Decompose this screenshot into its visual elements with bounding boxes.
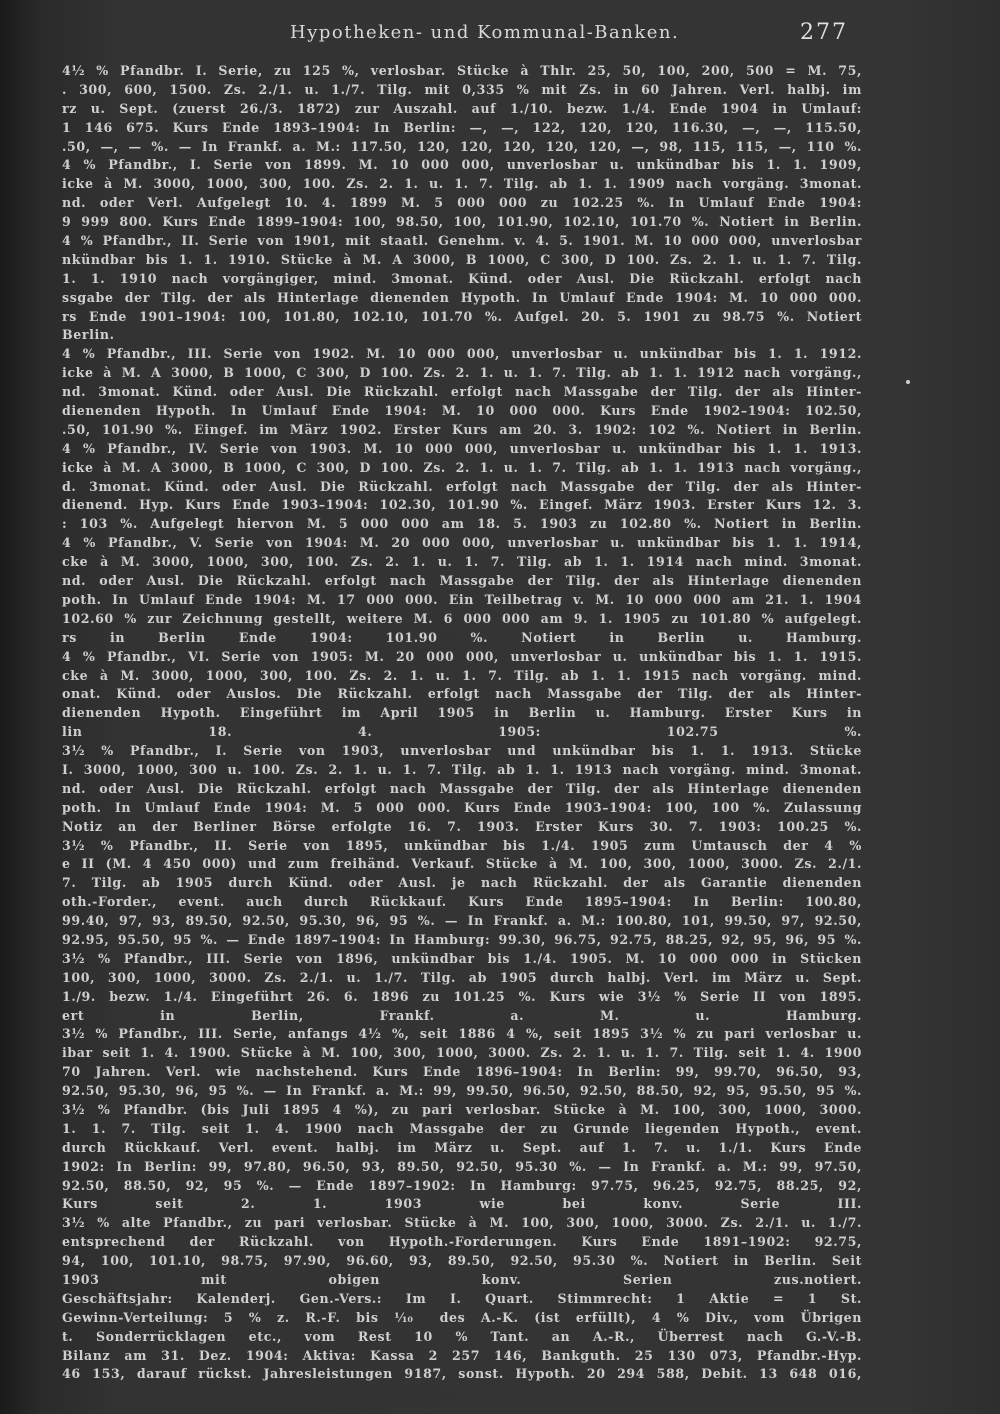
text-line: nd. 3monat. Künd. oder Ausl. Die Rückzahl. erfolgt nach Massgabe der Tilg. der als Hinter- <box>62 384 862 400</box>
text-line: 9 999 800. Kurs Ende 1899–1904: 100, 98.50, 100, 101.90, 102.10, 101.70 %. Notiert in Berlin. <box>62 214 862 230</box>
text-line: 92.50, 88.50, 92, 95 %. — Ende 1897–1902: In Hamburg: 97.75, 96.25, 92.75, 88.25, 92, <box>62 1177 862 1193</box>
text-line: 1 146 675. Kurs Ende 1893–1904: In Berlin: —, —, 122, 120, 120, 116.30, —, —, 115.50, <box>62 119 862 135</box>
text-line: 1902: In Berlin: 99, 97.80, 96.50, 93, 89.50, 92.50, 95.30 %. — In Frankf. a. M.: 99, 97.50, <box>62 1158 862 1174</box>
text-line: 3½ % Pfandbr. (bis Juli 1895 4 %), zu pari verlosbar. Stücke à M. 100, 300, 1000, 3000. <box>62 1101 862 1117</box>
text-line: nd. oder Ausl. Die Rückzahl. erfolgt nach Massgabe der Tilg. der als Hinterlage dienenden <box>62 780 862 796</box>
text-line: dienenden Hypoth. In Umlauf Ende 1904: M. 10 000 000. Kurs Ende 1902–1904: 102.50, <box>62 403 862 419</box>
text-line: 4½ % Pfandbr. I. Serie, zu 125 %, verlosbar. Stücke à Thlr. 25, 50, 100, 200, 500 = M. 75, <box>62 63 862 78</box>
text-line: rz u. Sept. (zuerst 26./3. 1872) zur Auszahl. auf 1./10. bezw. 1./4. Ende 1904 in Umlauf: <box>62 100 862 116</box>
text-line: cke à M. 3000, 1000, 300, 100. Zs. 2. 1. u. 1. 7. Tilg. ab 1. 1. 1915 nach vorgäng. mind. <box>62 667 862 683</box>
text-line: 99.40, 97, 93, 89.50, 92.50, 95.30, 96, 95 %. — In Frankf. a. M.: 100.80, 101, 99.50, 97, 92.50, <box>62 913 862 929</box>
text-line: rs in Berlin Ende 1904: 101.90 %. Notiert in Berlin u. Hamburg. <box>62 629 862 645</box>
text-line: .50, 101.90 %. Eingef. im März 1902. Erster Kurs am 20. 3. 1902: 102 %. Notiert in Berlin. <box>62 421 862 437</box>
text-line: ibar seit 1. 4. 1900. Stücke à M. 100, 300, 1000, 3000. Zs. 2. 1. u. 1. 7. Tilg. seit 1. 4. 1900 <box>62 1045 862 1061</box>
text-line: I. 3000, 1000, 300 u. 100. Zs. 2. 1. u. 1. 7. Tilg. ab 1. 1. 1913 nach vorgäng. mind. 3monat. <box>62 761 862 777</box>
running-title: Hypotheken- und Kommunal-Banken. <box>290 22 680 43</box>
text-line: lin 18. 4. 1905: 102.75 %. <box>62 724 862 740</box>
text-line: poth. In Umlauf Ende 1904: M. 17 000 000. Ein Teilbetrag v. M. 10 000 000 am 21. 1. 1904 <box>62 591 862 607</box>
text-line: cke à M. 3000, 1000, 300, 100. Zs. 2. 1. u. 1. 7. Tilg. ab 1. 1. 1914 nach mind. 3monat. <box>62 554 862 570</box>
text-line: 4 % Pfandbr., VI. Serie von 1905: M. 20 000 000, unverlosbar u. unkündbar bis 1. 1. 1915. <box>62 648 862 664</box>
text-line: Kurs seit 2. 1. 1903 wie bei konv. Serie III. <box>62 1196 862 1212</box>
text-line: . 300, 600, 1500. Zs. 2./1. u. 1./7. Tilg. mit 0,335 % mit Zs. in 60 Jahren. Verl. halbj. im <box>62 81 862 97</box>
text-line: Geschäftsjahr: Kalenderj. Gen.-Vers.: Im I. Quart. Stimmrecht: 1 Aktie = 1 St. <box>62 1290 862 1306</box>
text-line: 3½ % Pfandbr., III. Serie, anfangs 4½ %, seit 1886 4 %, seit 1895 3½ % zu pari verlosbar u. <box>62 1026 862 1042</box>
text-line: 1. 1. 7. Tilg. seit 1. 4. 1900 nach Massgabe der zu Grunde liegenden Hypoth., event. <box>62 1120 862 1136</box>
text-line: nkündbar bis 1. 1. 1910. Stücke à M. A 3000, B 1000, C 300, D 100. Zs. 2. 1. u. 1. 7. Tilg. <box>62 251 862 267</box>
text-line: 4 % Pfandbr., IV. Serie von 1903. M. 10 000 000, unverlosbar u. unkündbar bis 1. 1. 1913. <box>62 440 862 456</box>
text-line: oth.-Forder., event. auch durch Rückkauf. Kurs Ende 1895–1904: In Berlin: 100.80, <box>62 894 862 910</box>
page-number: 277 <box>800 20 848 45</box>
text-line: 1903 mit obigen konv. Serien zus.notiert. <box>62 1272 862 1287</box>
text-line: 4 % Pfandbr., III. Serie von 1902. M. 10 000 000, unverlosbar u. unkündbar bis 1. 1. 1912. <box>62 346 862 362</box>
text-line: 102.60 % zur Zeichnung gestellt, weitere M. 6 000 000 am 9. 1. 1905 zu 101.80 % aufgelegt. <box>62 610 862 626</box>
text-line: entsprechend der Rückzahl. von Hypoth.-Forderungen. Kurs Ende 1891–1902: 92.75, <box>62 1234 862 1250</box>
text-line: Berlin. <box>62 327 115 343</box>
text-line: 3½ % Pfandbr., III. Serie von 1896, unkündbar bis 1./4. 1905. M. 10 000 000 in Stücken <box>62 950 862 966</box>
text-line: 100, 300, 1000, 3000. Zs. 2./1. u. 1./7. Tilg. ab 1905 durch halbj. Verl. im März u. Sept. <box>62 969 862 985</box>
text-line: 3½ % Pfandbr., II. Serie von 1895, unkündbar bis 1./4. 1905 zum Umtausch der 4 % <box>62 837 862 853</box>
text-line: 70 Jahren. Verl. wie nachstehend. Kurs Ende 1896–1904: In Berlin: 99, 99.70, 96.50, 93, <box>62 1064 862 1080</box>
text-line: 46 153, darauf rückst. Jahresleistungen 9187, sonst. Hypoth. 20 294 588, Debit. 13 648 016, <box>62 1366 862 1382</box>
text-line: poth. In Umlauf Ende 1904: M. 5 000 000. Kurs Ende 1903–1904: 100, 100 %. Zulassung <box>62 799 862 815</box>
text-line: 1. 1. 1910 nach vorgängiger, mind. 3monat. Künd. oder Ausl. Die Rückzahl. erfolgt nach <box>62 270 862 286</box>
text-line: icke à M. A 3000, B 1000, C 300, D 100. Zs. 2. 1. u. 1. 7. Tilg. ab 1. 1. 1913 nach vorgäng., <box>62 459 862 475</box>
text-line: nd. oder Verl. Aufgelegt 10. 4. 1899 M. 5 000 000 zu 102.25 %. In Umlauf Ende 1904: <box>62 195 862 211</box>
text-line: 4 % Pfandbr., I. Serie von 1899. M. 10 000 000, unverlosbar u. unkündbar bis 1. 1. 1909, <box>62 157 862 173</box>
text-line: dienend. Hyp. Kurs Ende 1903–1904: 102.30, 101.90 %. Eingef. März 1903. Erster Kurs 12. 3. <box>62 497 862 513</box>
text-line: Gewinn-Verteilung: 5 % z. R.-F. bis ⅒ des A.-K. (ist erfüllt), 4 % Div., vom Übrigen <box>62 1309 862 1325</box>
text-line: 94, 100, 101.10, 98.75, 97.90, 96.60, 93, 89.50, 92.50, 95.30 %. Notiert in Berlin. Seit <box>62 1253 862 1269</box>
text-line: t. Sonderrücklagen etc., vom Rest 10 % Tant. an A.-R., Überrest nach G.-V.-B. <box>62 1328 862 1344</box>
text-line: 92.95, 95.50, 95 %. — Ende 1897–1904: In Hamburg: 99.30, 96.75, 92.75, 88.25, 92, 95, 96, 95 %. <box>62 931 862 947</box>
text-line: : 103 %. Aufgelegt hiervon M. 5 000 000 am 18. 5. 1903 zu 102.80 %. Notiert in Berlin. <box>62 516 862 532</box>
text-line: 3½ % alte Pfandbr., zu pari verlosbar. Stücke à M. 100, 300, 1000, 3000. Zs. 2./1. u. 1./7. <box>62 1215 862 1231</box>
text-line: 4 % Pfandbr., II. Serie von 1901, mit staatl. Genehm. v. 4. 5. 1901. M. 10 000 000, unverlosbar <box>62 233 862 249</box>
text-line: d. 3monat. Künd. oder Ausl. Die Rückzahl. erfolgt nach Massgabe der Tilg. der als Hinter- <box>62 478 862 494</box>
body-text <box>62 62 862 1384</box>
text-line: 3½ % Pfandbr., I. Serie von 1903, unverlosbar und unkündbar bis 1. 1. 1913. Stücke <box>62 743 862 759</box>
text-line: dienenden Hypoth. Eingeführt im April 1905 in Berlin u. Hamburg. Erster Kurs in <box>62 705 862 721</box>
text-line: 4 % Pfandbr., V. Serie von 1904: M. 20 000 000, unverlosbar u. unkündbar bis 1. 1. 1914, <box>62 535 862 551</box>
text-line: icke à M. 3000, 1000, 300, 100. Zs. 2. 1. u. 1. 7. Tilg. ab 1. 1. 1909 nach vorgäng. 3monat. <box>62 176 862 192</box>
text-line: onat. Künd. oder Auslos. Die Rückzahl. erfolgt nach Massgabe der Tilg. der als Hinter- <box>62 686 862 702</box>
scan-speck <box>906 380 910 384</box>
page-header <box>0 18 1000 48</box>
text-line: 92.50, 95.30, 96, 95 %. — In Frankf. a. M.: 99, 99.50, 96.50, 92.50, 88.50, 92, 95, 95.50, 95 %. <box>62 1083 862 1099</box>
text-line: nd. oder Ausl. Die Rückzahl. erfolgt nach Massgabe der Tilg. der als Hinterlage dienenden <box>62 573 862 589</box>
text-line: rs Ende 1901–1904: 100, 101.80, 102.10, 101.70 %. Aufgel. 20. 5. 1901 zu 98.75 %. Notiert <box>62 308 862 324</box>
text-line: 7. Tilg. ab 1905 durch Künd. oder Ausl. je nach Rückzahl. der als Garantie dienenden <box>62 875 862 891</box>
text-line: Bilanz am 31. Dez. 1904: Aktiva: Kassa 2 257 146, Bankguth. 25 130 073, Pfandbr.-Hyp. <box>62 1347 862 1363</box>
text-line: 1./9. bezw. 1./4. Eingeführt 26. 6. 1896 zu 101.25 %. Kurs wie 3½ % Serie II von 1895. <box>62 988 862 1004</box>
text-line: ssgabe der Tilg. der als Hinterlage dienenden Hypoth. In Umlauf Ende 1904: M. 10 000 000. <box>62 289 862 305</box>
text-line: ert in Berlin, Frankf. a. M. u. Hamburg. <box>62 1007 862 1023</box>
text-line: icke à M. A 3000, B 1000, C 300, D 100. Zs. 2. 1. u. 1. 7. Tilg. ab 1. 1. 1912 nach vorgäng., <box>62 365 862 381</box>
text-line: e II (M. 4 450 000) und zum freihänd. Verkauf. Stücke à M. 100, 300, 1000, 3000. Zs. 2./1. <box>62 856 862 872</box>
text-line: .50, —, — %. — In Frankf. a. M.: 117.50, 120, 120, 120, 120, 120, —, 98, 115, 115, —, 110 %. <box>62 138 862 154</box>
text-line: durch Rückkauf. Verl. event. halbj. im März u. Sept. auf 1. 7. u. 1./1. Kurs Ende <box>62 1139 862 1155</box>
text-line: Notiz an der Berliner Börse erfolgte 16. 7. 1903. Erster Kurs 30. 7. 1903: 100.25 %. <box>62 818 862 834</box>
